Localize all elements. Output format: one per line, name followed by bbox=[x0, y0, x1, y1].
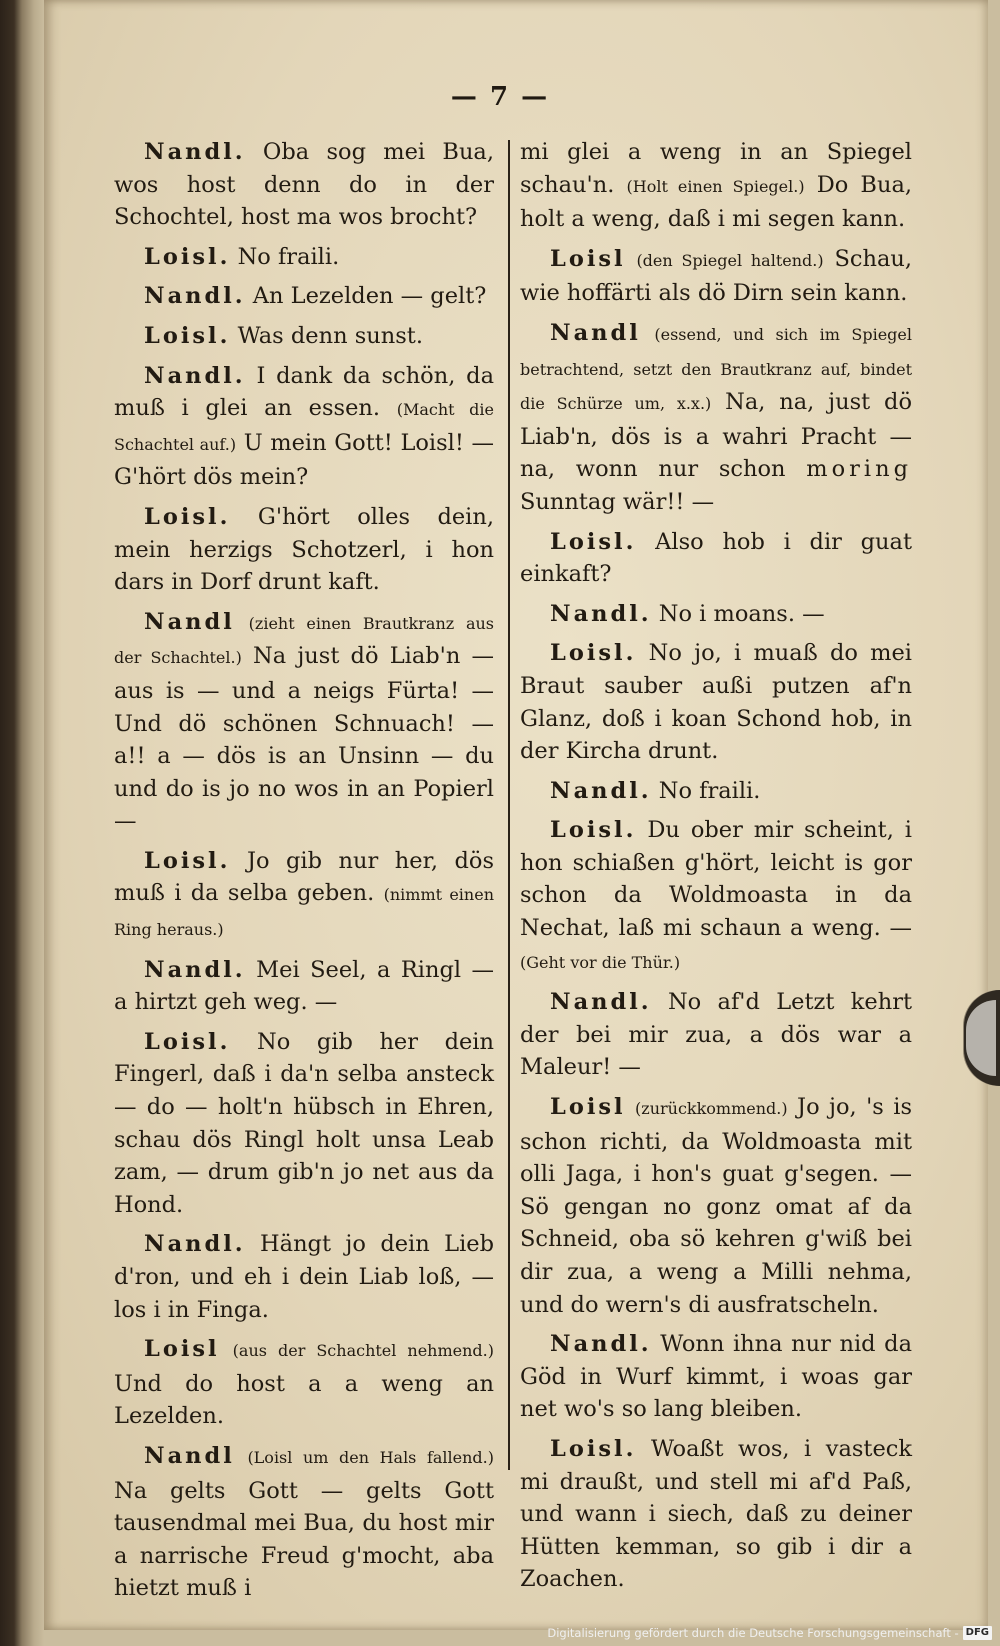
dialogue-text: Also hob i dir guat einkaft? bbox=[520, 528, 912, 588]
speaker-name: Nandl. bbox=[550, 989, 652, 1016]
dialogue-paragraph bbox=[114, 320, 494, 353]
dialogue-text: Hängt jo dein Lieb d'ron, und eh i dein Liab loß, — los i in Finga. bbox=[114, 1231, 494, 1323]
dialogue-text: Jo jo, 's is schon richti, da Woldmoasta mit olli Jaga, i hon's guat g'segen. — Sö gengan no gonz omat af da Schneid, oba sö kehren g'wiß bei dir zua, a weng a Milli nehma, und do wern's di ausfratscheln. bbox=[520, 1094, 913, 1318]
stage-direction: (zieht einen Brautkranz aus der Schachtel.) bbox=[114, 613, 495, 668]
left-column bbox=[114, 136, 494, 1612]
speaker-name: Nandl. bbox=[144, 283, 246, 310]
dialogue-paragraph bbox=[114, 606, 494, 838]
dialogue-paragraph bbox=[114, 1026, 494, 1222]
dialogue-text: Du ober mir scheint, i hon schiaßen g'hört, leicht is gor schon da Woldmoasta in da Nechat, laß mi schaun a weng. — bbox=[520, 817, 912, 942]
dialogue-text: Na gelts Gott — gelts Gott tausendmal mei Bua, du host mir a narrische Freud g'mocht, aba hietzt muß i bbox=[114, 1477, 494, 1602]
page-number: — 7 — bbox=[450, 82, 550, 112]
dialogue-paragraph bbox=[114, 360, 494, 494]
stage-direction: (aus der Schachtel nehmend.) bbox=[232, 1341, 494, 1361]
speaker-name: Loisl. bbox=[144, 503, 231, 530]
dialogue-paragraph bbox=[520, 775, 912, 808]
dialogue-paragraph bbox=[520, 814, 912, 979]
speaker-name: Loisl. bbox=[550, 528, 637, 555]
speaker-name: Nandl. bbox=[144, 1231, 246, 1258]
dialogue-paragraph bbox=[114, 136, 494, 234]
dialogue-text: An Lezelden — gelt? bbox=[252, 283, 487, 310]
speaker-name: Loisl. bbox=[550, 817, 637, 844]
dialogue-text: No fraili. bbox=[237, 243, 340, 270]
dialogue-text: Was denn sunst. bbox=[237, 322, 423, 349]
dialogue-text: Do Bua, holt a weng, daß i mi segen kann. bbox=[520, 171, 913, 233]
dialogue-text: Jo gib nur her, dös muß i da selba geben. bbox=[114, 847, 495, 907]
speaker-name: Nandl. bbox=[144, 956, 246, 983]
dialogue-text: Sunntag wär!! — bbox=[520, 488, 715, 515]
dialogue-paragraph bbox=[114, 845, 494, 947]
stage-direction: (Loisl um den Hals fallend.) bbox=[247, 1447, 495, 1467]
dialogue-paragraph bbox=[114, 280, 494, 313]
speaker-name: Nandl. bbox=[550, 777, 652, 804]
stage-direction: (den Spiegel haltend.) bbox=[636, 250, 824, 270]
dialogue-paragraph bbox=[520, 637, 912, 767]
dialogue-text: G'hört olles dein, mein herzigs Schotzerl, i hon dars in Dorf drunt kaft. bbox=[114, 503, 494, 596]
dialogue-text: Schau, wie hoffärti als dö Dirn sein kann. bbox=[520, 245, 913, 307]
dialogue-text: Und do host a a weng an Lezelden. bbox=[114, 1370, 494, 1430]
stage-direction: (Holt einen Spiegel.) bbox=[626, 176, 805, 196]
dialogue-paragraph bbox=[520, 526, 912, 591]
speaker-name: Loisl. bbox=[144, 847, 231, 874]
dialogue-text: No jo, i muaß do mei Braut sauber außi putzen af'n Glanz, doß i koan Schond hob, in der Kircha drunt. bbox=[520, 640, 912, 765]
dialogue-text: U mein Gott! Loisl! — G'hört dös mein? bbox=[114, 429, 495, 491]
dialogue-text: No i moans. — bbox=[658, 600, 825, 627]
dialogue-paragraph bbox=[114, 1440, 494, 1605]
digitization-footer bbox=[547, 1624, 992, 1642]
stage-direction: (nimmt einen Ring heraus.) bbox=[114, 885, 494, 940]
dialogue-paragraph bbox=[114, 241, 494, 274]
speaker-name: Nandl bbox=[144, 608, 235, 635]
dialogue-paragraph bbox=[114, 501, 494, 599]
speaker-name: Loisl bbox=[550, 245, 626, 272]
dialogue-paragraph bbox=[520, 1091, 912, 1321]
speaker-name: Loisl. bbox=[550, 640, 637, 667]
dialogue-paragraph bbox=[520, 986, 912, 1084]
dialogue-paragraph bbox=[520, 243, 912, 310]
speaker-name: Nandl bbox=[144, 1442, 235, 1469]
speaker-name: Nandl. bbox=[550, 600, 652, 627]
dfg-logo: DFG bbox=[963, 1626, 992, 1640]
dialogue-paragraph bbox=[520, 1328, 912, 1426]
dialogue-paragraph bbox=[114, 1333, 494, 1433]
speaker-name: Loisl. bbox=[144, 322, 231, 349]
speaker-name: Loisl. bbox=[144, 1028, 231, 1055]
dialogue-text: I dank da schön, da muß i glei an essen. bbox=[114, 362, 495, 422]
dialogue-paragraph bbox=[114, 954, 494, 1019]
emphasized-word: moring bbox=[806, 456, 912, 483]
right-column bbox=[520, 136, 912, 1603]
dialogue-text: mi glei a weng in an Spiegel schau'n. bbox=[520, 139, 912, 198]
stage-direction: (zurückkommend.) bbox=[635, 1099, 788, 1119]
stage-direction: (Geht vor die Thür.) bbox=[520, 952, 681, 972]
dialogue-paragraph bbox=[114, 1228, 494, 1326]
column-divider bbox=[508, 140, 510, 1470]
stage-direction: (Macht die Schachtel auf.) bbox=[114, 400, 494, 454]
dialogue-text: Wonn ihna nur nid da Göd in Wurf kimmt, i woas gar net wo's so lang bleiben. bbox=[520, 1331, 912, 1423]
dialogue-paragraph bbox=[520, 598, 912, 631]
dialogue-text: Mei Seel, a Ringl — a hirtzt geh weg. — bbox=[114, 956, 494, 1016]
speaker-name: Nandl. bbox=[144, 362, 246, 389]
speaker-name: Loisl. bbox=[550, 1435, 637, 1462]
speaker-name: Loisl. bbox=[144, 243, 231, 270]
dialogue-text: No af'd Letzt kehrt der bei mir zua, a dös war a Maleur! — bbox=[520, 989, 912, 1081]
speaker-name: Nandl. bbox=[144, 139, 246, 165]
dialogue-text: Oba sog mei Bua, wos host denn do in der Schochtel, host ma wos brocht? bbox=[114, 139, 494, 231]
footer-text: Digitalisierung gefördert durch die Deutsche Forschungsgemeinschaft - bbox=[547, 1626, 959, 1640]
dialogue-text: Na just dö Liab'n — aus is — und a neigs Fürta! — Und dö schönen Schnuach! — a!! a — dös is an Unsinn — du und do is jo no wos in an Popierl — bbox=[114, 643, 494, 835]
stage-direction: (essend, und sich im Spiegel betrachtend, setzt den Brautkranz auf, bindet die Schürze um, x.x.) bbox=[520, 324, 912, 414]
dialogue-paragraph bbox=[520, 136, 912, 236]
speaker-name: Loisl bbox=[550, 1094, 626, 1121]
dialogue-text: Woaßt wos, i vasteck mi draußt, und stell mi af'd Paß, und wann i siech, daß zu deiner Hütten kemman, so gib i dir a Zoachen. bbox=[520, 1435, 912, 1593]
dialogue-text: No fraili. bbox=[658, 777, 761, 804]
dialogue-paragraph bbox=[520, 1433, 912, 1596]
speaker-name: Nandl bbox=[550, 319, 641, 346]
speaker-name: Loisl bbox=[144, 1336, 220, 1363]
dialogue-text: Na, na, just dö Liab'n, dös is a wahri Pracht — na, wonn nur schon bbox=[520, 389, 913, 483]
speaker-name: Nandl. bbox=[550, 1331, 652, 1358]
dialogue-text: No gib her dein Fingerl, daß i da'n selba ansteck — do — holt'n hübsch in Ehren, schau dös Ringl holt unsa Leab zam, — drum gib'n jo net aus da Hond. bbox=[114, 1028, 494, 1218]
dialogue-paragraph bbox=[520, 317, 912, 519]
